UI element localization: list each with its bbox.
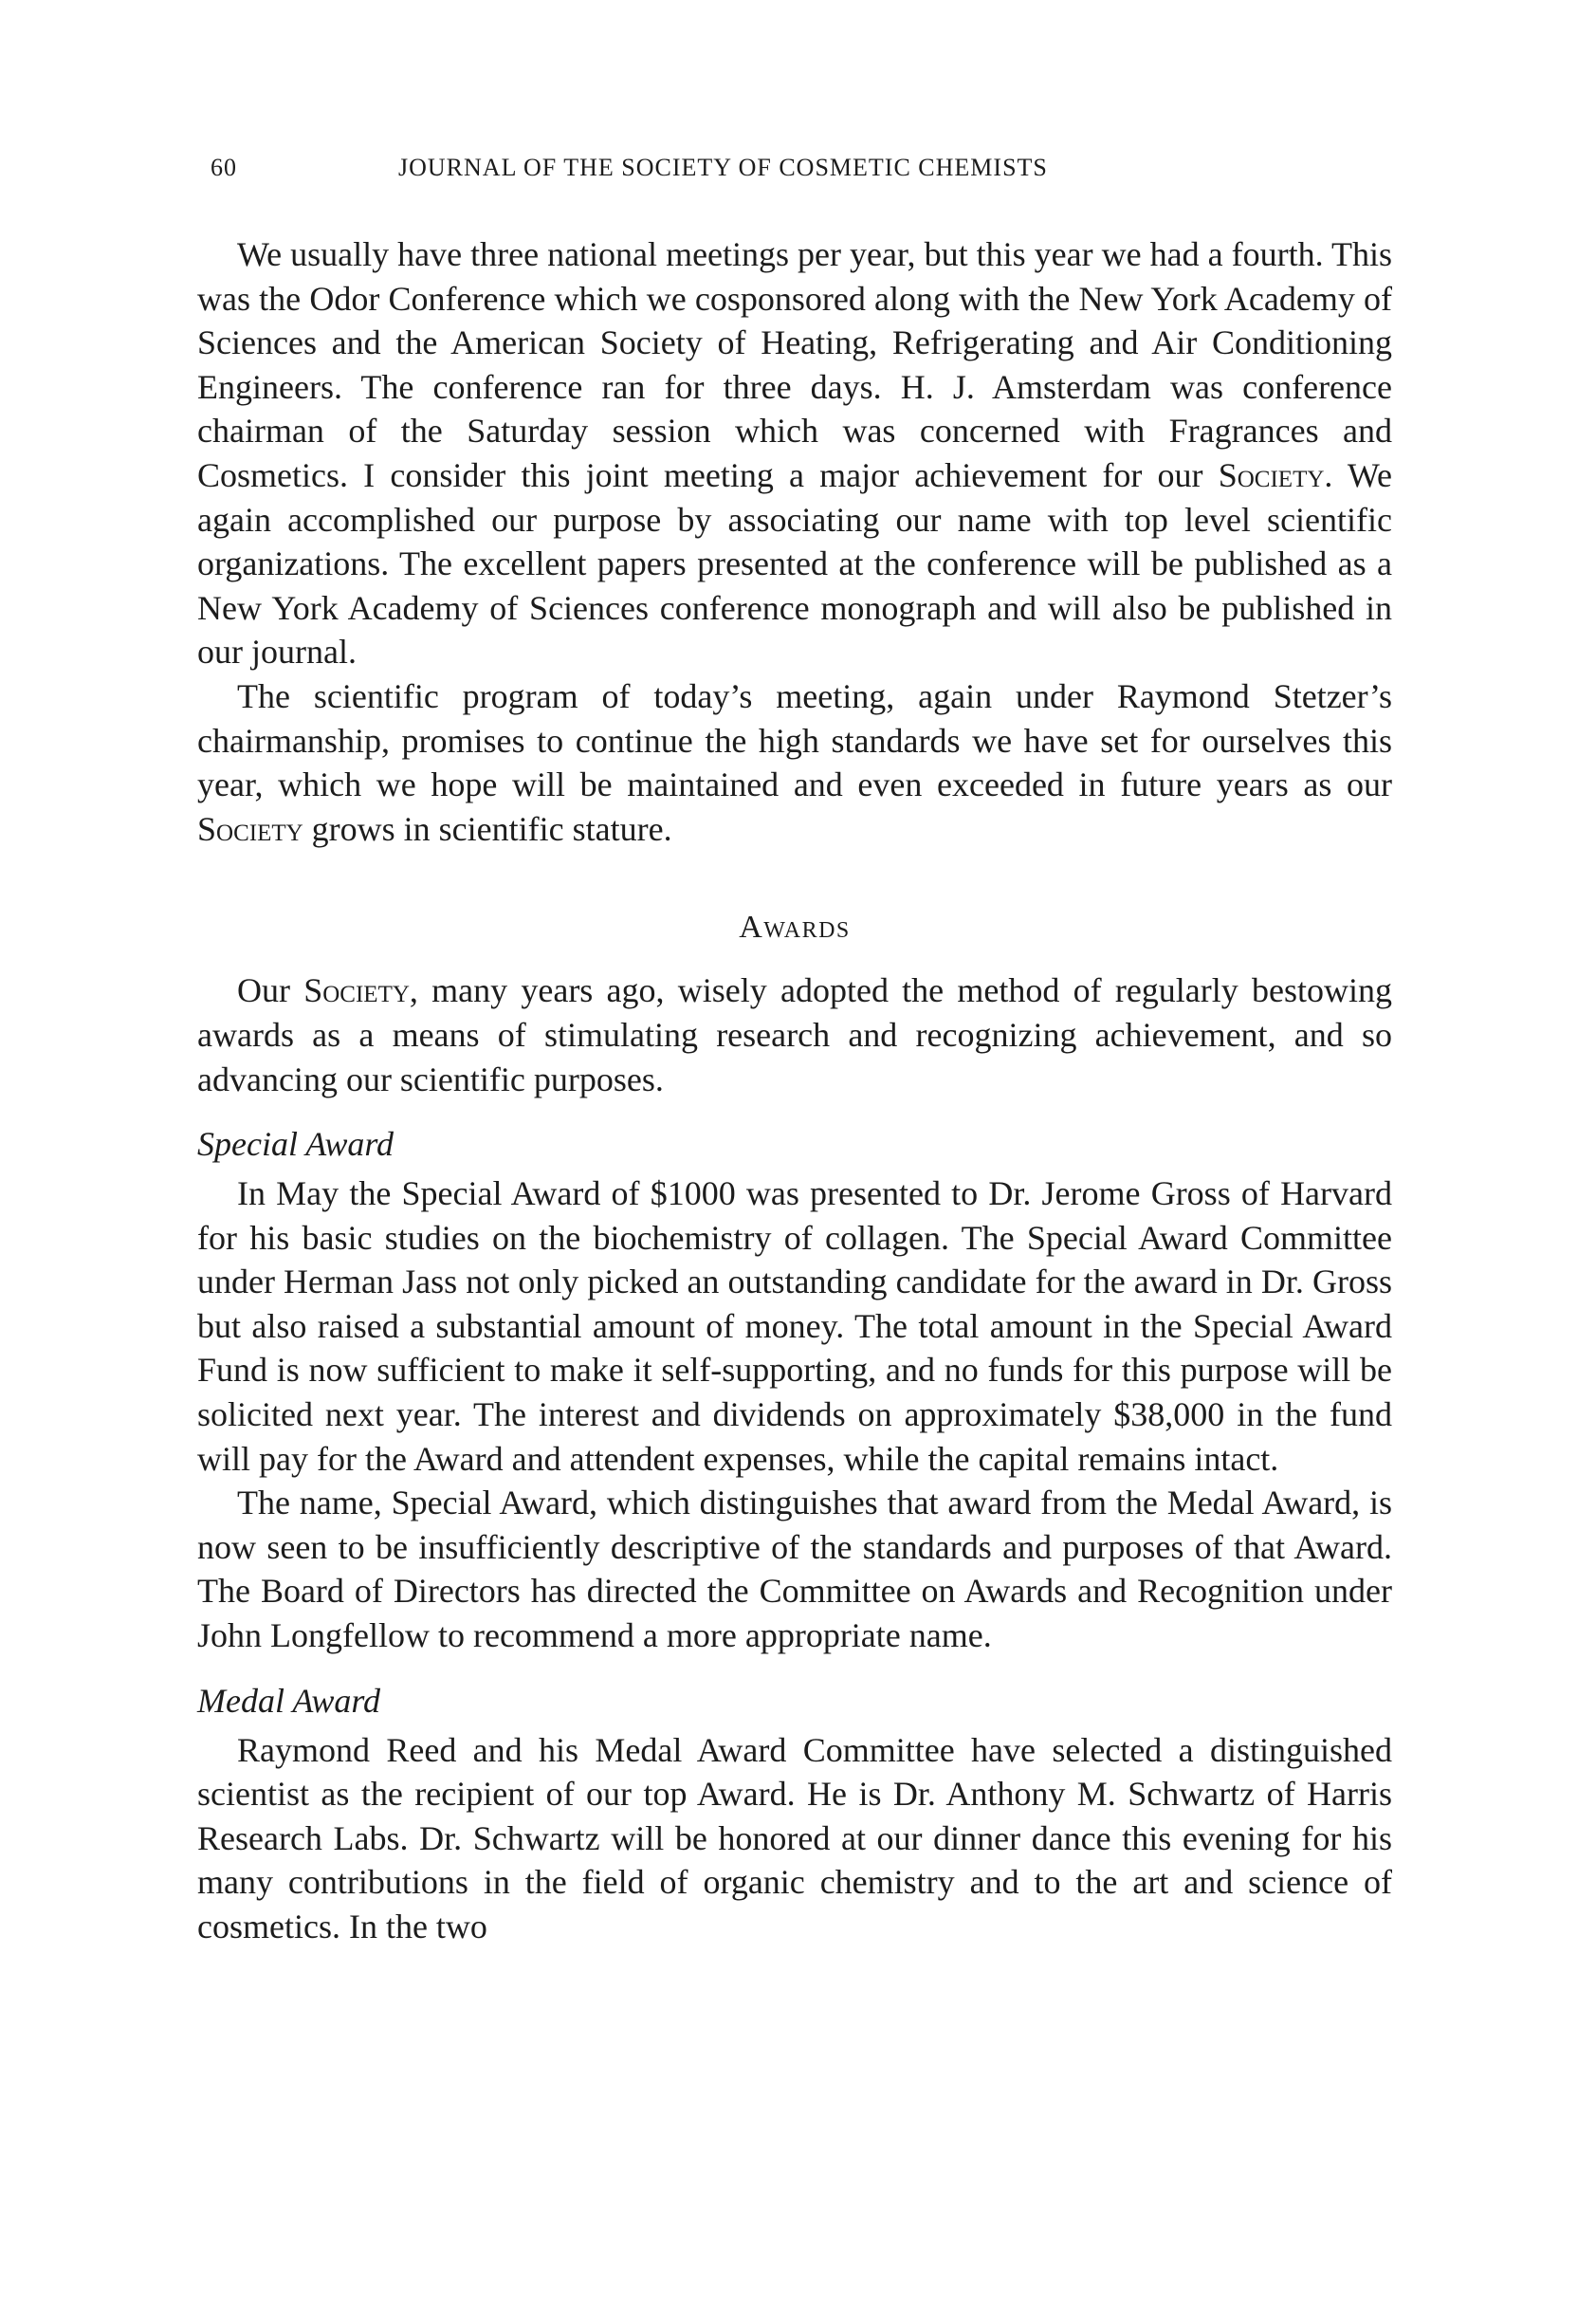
paragraph-text: Our bbox=[237, 971, 304, 1010]
paragraph-special-award: In May the Special Award of $1000 was presented to Dr. Jerome Gross of Harvard for his basic studies on the biochemistry of collagen. The Special Award Committee under Herman Jass not only picked an outstanding candidate for the award in Dr. Gross but also raised a substantial amount of money. The total amount in the Special Award Fund is now sufficient to make it self-supporting, and no funds for this purpose will be solicited next year. The interest and dividends on approximately $38,000 in the fund will pay for the Award and attendent expenses, while the capital remains intact. bbox=[197, 1174, 1392, 1478]
awards-heading: Awards bbox=[739, 910, 851, 946]
special-award-heading: Special Award bbox=[197, 1125, 394, 1164]
article-body bbox=[197, 232, 1392, 1949]
paragraph-text: grows in scientific stature. bbox=[303, 809, 672, 848]
paragraph-text: The scientific program of today’s meeting, again under Raymond Stetzer’s chairmanship, promises to continue the high standards we have set for ourselves this year, which we hope will be maintained and even exceeded in future years as our bbox=[197, 676, 1392, 804]
paragraph-awards-intro bbox=[197, 968, 1392, 1101]
paragraph-text: . We again accomplished our purpose by associating our name with top level scientific organizations. The excellent papers presented at the conference will be published as a New York Academy of Sciences conference monograph and will also be published in our journal. bbox=[197, 455, 1392, 672]
paragraph-award-name: The name, Special Award, which distinguishes that award from the Medal Award, is now seen to be insufficiently descriptive of the standards and purposes of that Award. The Board of Directors has directed the Committee on Awards and Recognition under John Longfellow to recommend a more appropriate name. bbox=[197, 1484, 1392, 1655]
running-head bbox=[0, 154, 1596, 192]
society-small-caps: Society bbox=[197, 809, 303, 848]
page-number: 60 bbox=[211, 154, 237, 181]
society-small-caps: Society bbox=[1218, 455, 1325, 494]
medal-award-heading: Medal Award bbox=[197, 1681, 381, 1720]
paragraph-odor-conference bbox=[197, 232, 1392, 674]
paragraph-scientific-program bbox=[197, 674, 1392, 851]
paragraph-medal-award: Raymond Reed and his Medal Award Committee have selected a distinguished scientist as the recipient of our top Award. He is Dr. Anthony M. Schwartz of Harris Research Labs. Dr. Schwartz will be honored at our dinner dance this evening for his many contributions in the field of organic chemistry and to the art and science of cosmetics. In the two bbox=[197, 1730, 1392, 1945]
paragraph-text: We usually have three national meetings per year, but this year we had a fourth. This was the Odor Conference which we cosponsored along with the New York Academy of Sciences and the American Society of Heating, Refrigerating and Air Conditioning Engineers. The conference ran for three days. H. J. Amsterdam was conference chairman of the Saturday session which was concerned with Fragrances and Cosmetics. I consider this joint meeting a major achievement for our bbox=[197, 235, 1392, 494]
journal-title: JOURNAL OF THE SOCIETY OF COSMETIC CHEMISTS bbox=[398, 154, 1048, 181]
society-small-caps: Society bbox=[303, 971, 410, 1010]
paragraph-text: , many years ago, wisely adopted the method of regularly bestowing awards as a means of stimulating research and recognizing achievement, and so advancing our scientific purposes. bbox=[197, 971, 1392, 1098]
